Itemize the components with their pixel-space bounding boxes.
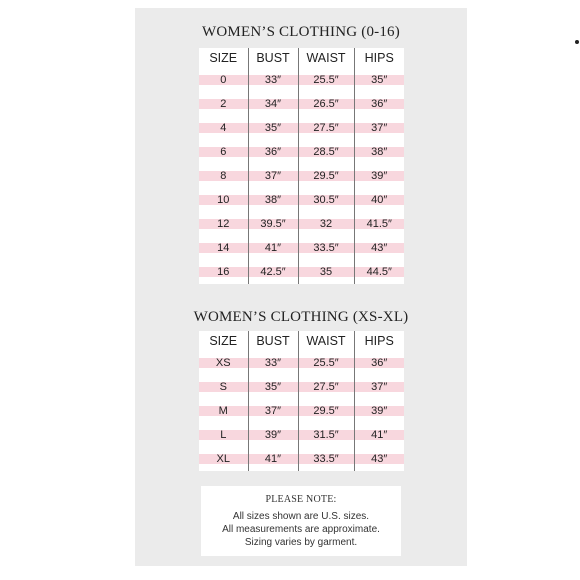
column-header: HIPS (354, 48, 404, 68)
table-cell: 39″ (354, 164, 404, 188)
table-cell: M (199, 399, 248, 423)
table-cell: L (199, 423, 248, 447)
column-header: BUST (248, 331, 298, 351)
table-cell: 25.5″ (298, 68, 354, 92)
please-note-box (201, 486, 401, 556)
table-cell: 39.5″ (248, 212, 298, 236)
table-cell: 35″ (248, 375, 298, 399)
table-row (199, 92, 404, 116)
column-header: WAIST (298, 48, 354, 68)
table-cell: 41.5″ (354, 212, 404, 236)
column-header: WAIST (298, 331, 354, 351)
table-cell: XS (199, 351, 248, 375)
table-cell: 29.5″ (298, 164, 354, 188)
table-cell: 27.5″ (298, 375, 354, 399)
table-cell: 33.5″ (298, 236, 354, 260)
table-cell: S (199, 375, 248, 399)
column-header: BUST (248, 48, 298, 68)
table-cell: 25.5″ (298, 351, 354, 375)
table-cell: 10 (199, 188, 248, 212)
table-cell: 41″ (248, 236, 298, 260)
table-cell: 42.5″ (248, 260, 298, 284)
table-cell: 35″ (354, 68, 404, 92)
table-row (199, 164, 404, 188)
table-row (199, 423, 404, 447)
table-row (199, 68, 404, 92)
table-row (199, 188, 404, 212)
table-header-row (199, 331, 404, 351)
note-line: Sizing varies by garment. (244, 537, 358, 548)
table-cell: 41″ (248, 447, 298, 471)
table-cell: 0 (199, 68, 248, 92)
table-cell: 43″ (354, 447, 404, 471)
table-cell: 37″ (354, 116, 404, 140)
table-cell: 16 (199, 260, 248, 284)
table-cell: 39″ (354, 399, 404, 423)
table-cell: 39″ (248, 423, 298, 447)
table-cell: 37″ (248, 164, 298, 188)
size-table-numeric (199, 48, 404, 284)
table-cell: 37″ (248, 399, 298, 423)
table-cell: 33.5″ (298, 447, 354, 471)
size-table-letter (199, 331, 404, 471)
column-header: SIZE (209, 334, 238, 348)
table-cell: 28.5″ (298, 140, 354, 164)
table-cell: 2 (199, 92, 248, 116)
table-cell: 4 (199, 116, 248, 140)
column-header: SIZE (209, 51, 238, 65)
table-cell: XL (199, 447, 248, 471)
table-cell: 38″ (354, 140, 404, 164)
table-cell: 8 (199, 164, 248, 188)
table-cell: 31.5″ (298, 423, 354, 447)
table-row (199, 236, 404, 260)
note-title: PLEASE NOTE: (265, 494, 337, 505)
table-cell: 14 (199, 236, 248, 260)
table-header-row (199, 48, 404, 68)
table-cell: 33″ (248, 68, 298, 92)
table-cell: 33″ (248, 351, 298, 375)
size-chart-panel (135, 8, 467, 566)
edge-dot-mark (575, 40, 579, 44)
table-cell: 30.5″ (298, 188, 354, 212)
table-cell: 27.5″ (298, 116, 354, 140)
table-row (199, 447, 404, 471)
table-row (199, 212, 404, 236)
table-cell: 36″ (354, 92, 404, 116)
table-row (199, 375, 404, 399)
table-cell: 29.5″ (298, 399, 354, 423)
column-header: HIPS (354, 331, 404, 351)
table-cell: 40″ (354, 188, 404, 212)
table-row (199, 351, 404, 375)
note-line: All sizes shown are U.S. sizes. (232, 511, 370, 522)
table-cell: 6 (199, 140, 248, 164)
table-cell: 36″ (354, 351, 404, 375)
table-cell: 43″ (354, 236, 404, 260)
table-row (199, 116, 404, 140)
table-row (199, 140, 404, 164)
note-line: All measurements are approximate. (222, 524, 380, 535)
table-cell: 38″ (248, 188, 298, 212)
table-row (199, 399, 404, 423)
section-title-letter: WOMEN’S CLOTHING (XS-XL) (193, 309, 409, 325)
table-cell: 36″ (248, 140, 298, 164)
table-cell: 34″ (248, 92, 298, 116)
section-title-numeric: WOMEN’S CLOTHING (0-16) (202, 24, 400, 40)
table-cell: 35″ (248, 116, 298, 140)
table-row (199, 260, 404, 284)
table-cell: 41″ (354, 423, 404, 447)
table-cell: 37″ (354, 375, 404, 399)
table-cell: 35 (298, 260, 354, 284)
table-cell: 26.5″ (298, 92, 354, 116)
table-cell: 44.5″ (354, 260, 404, 284)
table-cell: 12 (199, 212, 248, 236)
table-cell: 32 (298, 212, 354, 236)
